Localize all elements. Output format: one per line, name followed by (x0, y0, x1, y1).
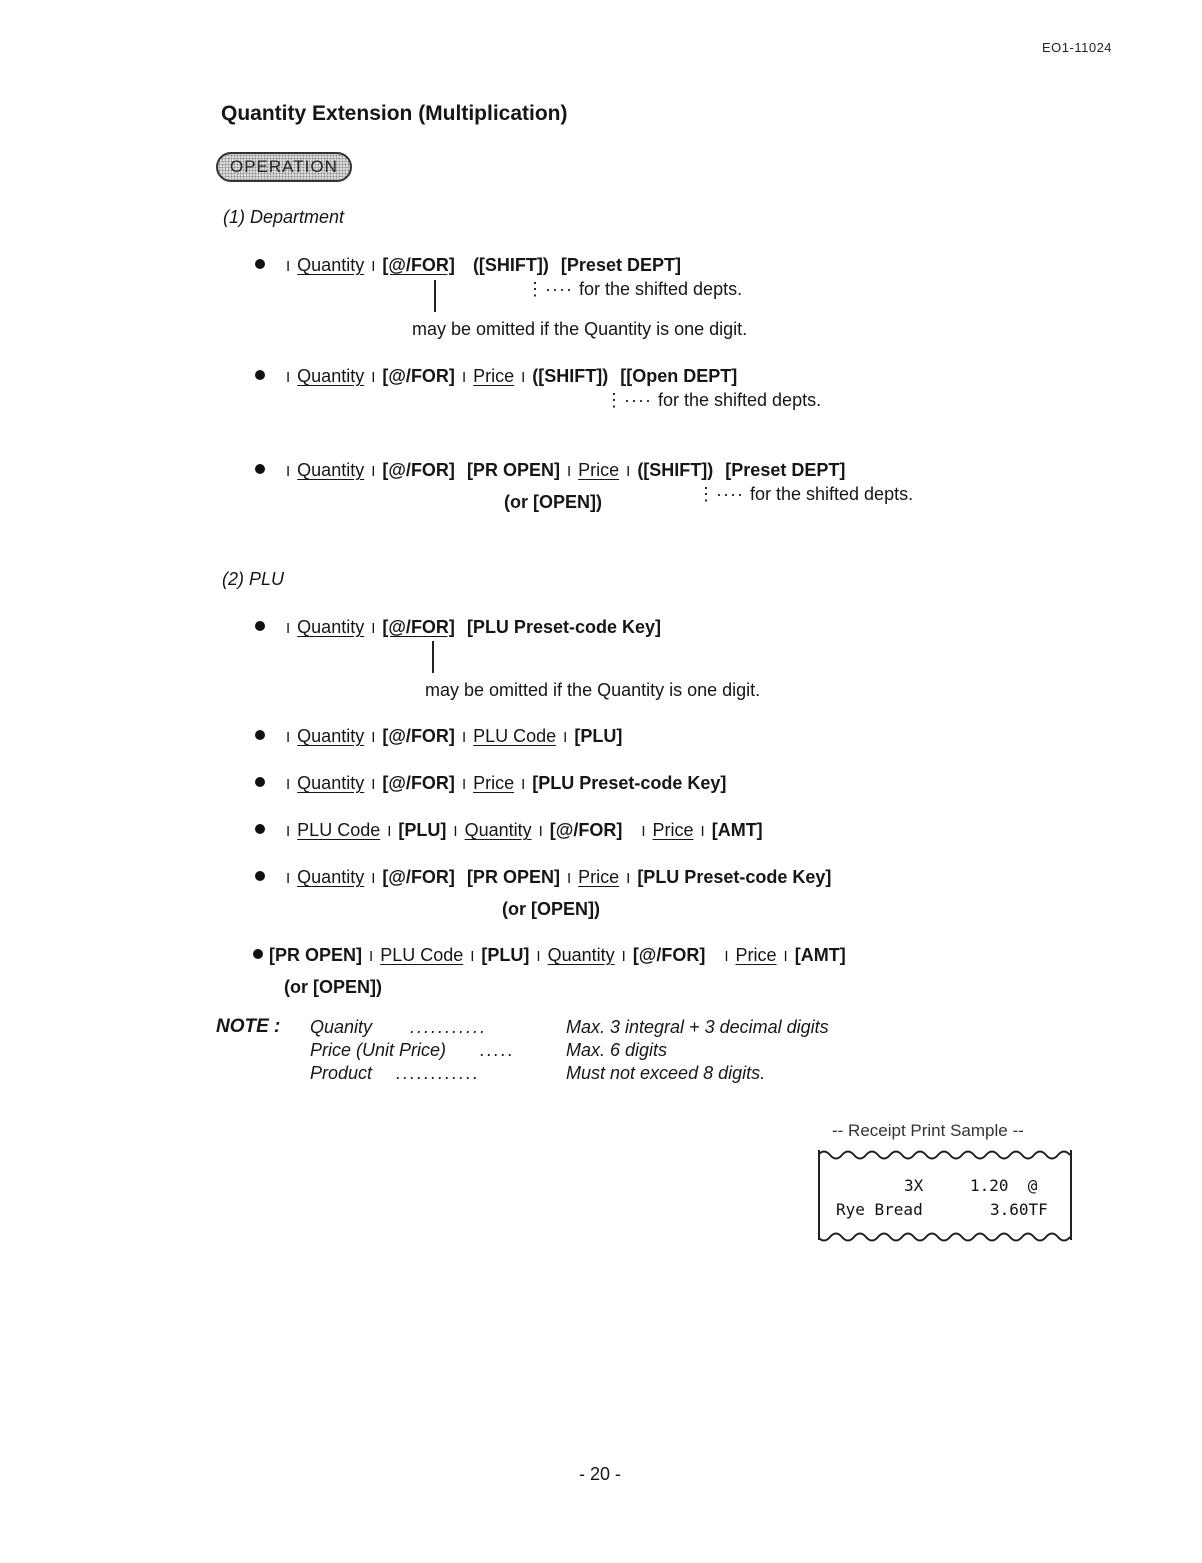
quantity-field: Quantity (547, 945, 615, 965)
receipt-item-name: Rye Bread (836, 1200, 923, 1219)
receipt-qty: 3X (904, 1176, 924, 1195)
page-title: Quantity Extension (Multiplication) (221, 102, 568, 125)
for-key: [@/FOR] (382, 726, 455, 746)
shift-key: ([SHIFT]) (637, 460, 714, 480)
plu-row-4: I PLU Code I [PLU] I Quantity I [@/FOR] I Price I [AMT] (255, 820, 763, 841)
quantity-field: Quantity (297, 366, 365, 386)
price-field: Price (735, 945, 777, 965)
quantity-field: Quantity (297, 867, 365, 887)
for-key: [@/FOR] (382, 773, 455, 793)
preset-dept-key: [Preset DEPT] (560, 255, 681, 275)
pr-open-key: [PR OPEN] (269, 945, 363, 965)
quantity-field: Quantity (297, 773, 365, 793)
omit-note-2: may be omitted if the Quantity is one digit. (425, 680, 761, 700)
plu-key: [PLU] (398, 820, 447, 840)
plu-key: [PLU] (574, 726, 623, 746)
receipt-item-amount: 3.60TF (990, 1200, 1048, 1219)
shift-note-3: ⋮···· for the shifted depts. (697, 484, 914, 504)
dept-row-2: I Quantity I [@/FOR] I Price I ([SHIFT]) [[Open DEPT] (255, 366, 737, 387)
receipt-sample (818, 1150, 1072, 1240)
plu-row-5: I Quantity I [@/FOR] [PR OPEN] I Price I [PLU Preset-code Key] (255, 867, 831, 888)
bullet-icon (255, 621, 265, 631)
note-label: NOTE : (216, 1016, 281, 1037)
plu-key: [PLU] (481, 945, 530, 965)
dept-row-3: I Quantity I [@/FOR] [PR OPEN] I Price I ([SHIFT]) [Preset DEPT] (255, 460, 845, 481)
note-item-name: Price (Unit Price) (310, 1040, 447, 1060)
note-item-dots: ..... (480, 1040, 516, 1060)
dept-row-1: I Quantity I [@/FOR] ([SHIFT]) [Preset DEPT] (255, 255, 681, 276)
bullet-icon (255, 777, 265, 787)
for-key: [@/FOR] (382, 255, 455, 275)
bullet-icon (255, 464, 265, 474)
shift-note-2: ⋮···· for the shifted depts. (605, 390, 822, 410)
note-item-value: Max. 6 digits (566, 1040, 668, 1060)
note-item-value: Must not exceed 8 digits. (566, 1063, 766, 1083)
price-field: Price (578, 867, 620, 887)
torn-edge-top-icon (818, 1148, 1070, 1162)
department-heading: (1) Department (223, 207, 345, 227)
plu-preset-key: [PLU Preset-code Key] (637, 867, 832, 887)
for-key: [@/FOR] (632, 945, 706, 965)
omit-note-1: may be omitted if the Quantity is one digit. (412, 319, 748, 339)
torn-edge-bottom-icon (818, 1230, 1070, 1244)
amt-key: [AMT] (711, 820, 763, 840)
plu-code-field: PLU Code (380, 945, 464, 965)
plu-row-3: I Quantity I [@/FOR] I Price I [PLU Preset-code Key] (255, 773, 726, 794)
quantity-field: Quantity (297, 255, 365, 275)
document-id: EO1-11024 (1042, 40, 1113, 55)
open-dept-key: [[Open DEPT] (620, 366, 738, 386)
shift-key: ([SHIFT]) (472, 255, 549, 275)
price-field: Price (652, 820, 694, 840)
bullet-icon (255, 259, 265, 269)
plu-row-2: I Quantity I [@/FOR] I PLU Code I [PLU] (255, 726, 622, 747)
plu-row-6: [PR OPEN] I PLU Code I [PLU] I Quantity I [@/FOR] I Price I [AMT] (253, 945, 846, 966)
quantity-field: Quantity (464, 820, 532, 840)
for-key: [@/FOR] (382, 460, 455, 480)
note-item-dots: ............ (396, 1063, 481, 1083)
price-field: Price (473, 366, 515, 386)
pr-open-key: [PR OPEN] (466, 867, 560, 887)
for-key: [@/FOR] (549, 820, 623, 840)
plu-row-1: I Quantity I [@/FOR] [PLU Preset-code Key] (255, 617, 661, 638)
for-key: [@/FOR] (382, 617, 455, 637)
omit-connector (432, 641, 434, 673)
for-key: [@/FOR] (382, 366, 455, 386)
or-open-3: (or [OPEN]) (284, 977, 382, 997)
shift-note-1: ⋮···· for the shifted depts. (526, 279, 743, 299)
bullet-icon (255, 871, 265, 881)
bullet-icon (255, 730, 265, 740)
price-field: Price (578, 460, 620, 480)
bullet-icon (253, 949, 263, 959)
pr-open-key: [PR OPEN] (466, 460, 560, 480)
plu-code-field: PLU Code (297, 820, 381, 840)
plu-heading: (2) PLU (222, 569, 285, 589)
receipt-unit-price: 1.20 @ (970, 1176, 1038, 1195)
for-key: [@/FOR] (382, 867, 455, 887)
bullet-icon (255, 824, 265, 834)
page-number: - 20 - (579, 1464, 622, 1484)
bullet-icon (255, 370, 265, 380)
quantity-field: Quantity (297, 460, 365, 480)
plu-code-field: PLU Code (473, 726, 557, 746)
price-field: Price (473, 773, 515, 793)
omit-connector (434, 280, 436, 312)
amt-key: [AMT] (794, 945, 846, 965)
plu-preset-key: [PLU Preset-code Key] (532, 773, 727, 793)
quantity-field: Quantity (297, 617, 365, 637)
or-open-1: (or [OPEN]) (504, 492, 602, 512)
operation-badge: OPERATION (216, 152, 352, 182)
note-item-name: Quanity (310, 1017, 373, 1037)
receipt-title: -- Receipt Print Sample -- (832, 1121, 1024, 1140)
note-item-name: Product (310, 1063, 373, 1083)
or-open-2: (or [OPEN]) (502, 899, 600, 919)
quantity-field: Quantity (297, 726, 365, 746)
note-item-dots: ........... (410, 1017, 488, 1037)
preset-dept-key: [Preset DEPT] (725, 460, 846, 480)
shift-key: ([SHIFT]) (532, 366, 609, 386)
plu-preset-key: [PLU Preset-code Key] (466, 617, 661, 637)
note-item-value: Max. 3 integral + 3 decimal digits (566, 1017, 829, 1037)
